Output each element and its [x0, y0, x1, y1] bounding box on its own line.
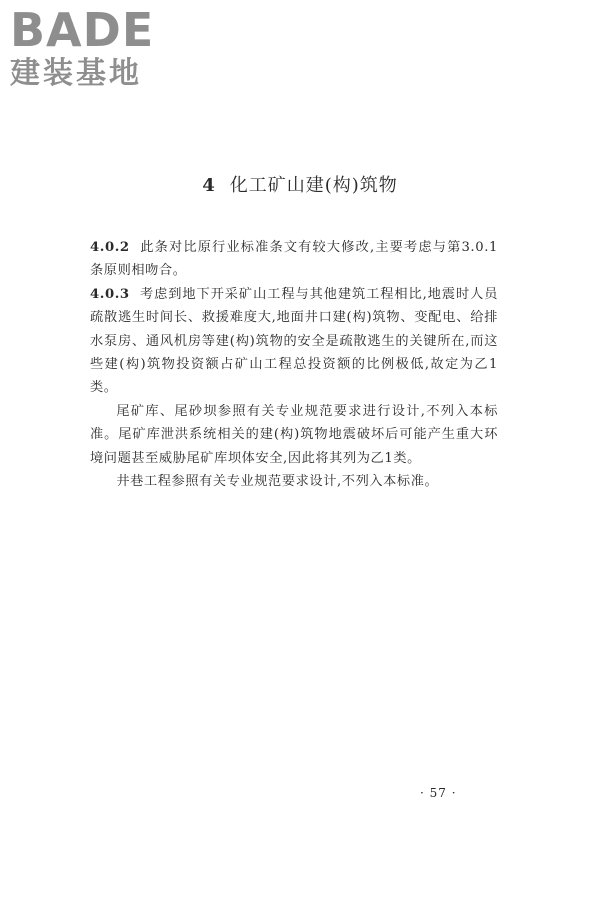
- paragraph-tailings: 尾矿库、尾砂坝参照有关专业规范要求进行设计,不列入本标准。尾矿库泄洪系统相关的建(构)筑物地震破坏后可能产生重大环境问题甚至威胁尾矿库坝体安全,因此将其列为乙1类。: [90, 403, 498, 466]
- chapter-body: [90, 236, 498, 493]
- page-number: · 57 ·: [420, 786, 457, 800]
- clause-4-0-3: [90, 283, 498, 400]
- logo-latin-text: BADE: [10, 3, 155, 57]
- clause-number: 4.0.2: [90, 240, 130, 255]
- brand-logo: [10, 3, 180, 96]
- clause-text: 此条对比原行业标准条文有较大修改,主要考虑与第3.0.1条原则相吻合。: [90, 240, 498, 279]
- chapter-number: 4: [202, 175, 216, 196]
- chapter-title-text: 化工矿山建(构)筑物: [229, 175, 398, 196]
- paragraph-shaft-engineering: 井巷工程参照有关专业规范要求设计,不列入本标准。: [116, 474, 439, 490]
- chapter-heading: [0, 171, 600, 197]
- clause-4-0-2: [90, 236, 498, 283]
- clause-text: 考虑到地下开采矿山工程与其他建筑工程相比,地震时人员疏散逃生时间长、救援难度大,地面井口建(构)筑物、变配电、给排水泵房、通风机房等建(构)筑物的安全是疏散逃生的关键所在,而这些建(构)筑物投资额占矿山工程总投资额的比例极低,故定为乙1类。: [90, 286, 498, 396]
- logo-chinese-text: 建装基地: [10, 56, 142, 91]
- clause-number: 4.0.3: [90, 286, 130, 302]
